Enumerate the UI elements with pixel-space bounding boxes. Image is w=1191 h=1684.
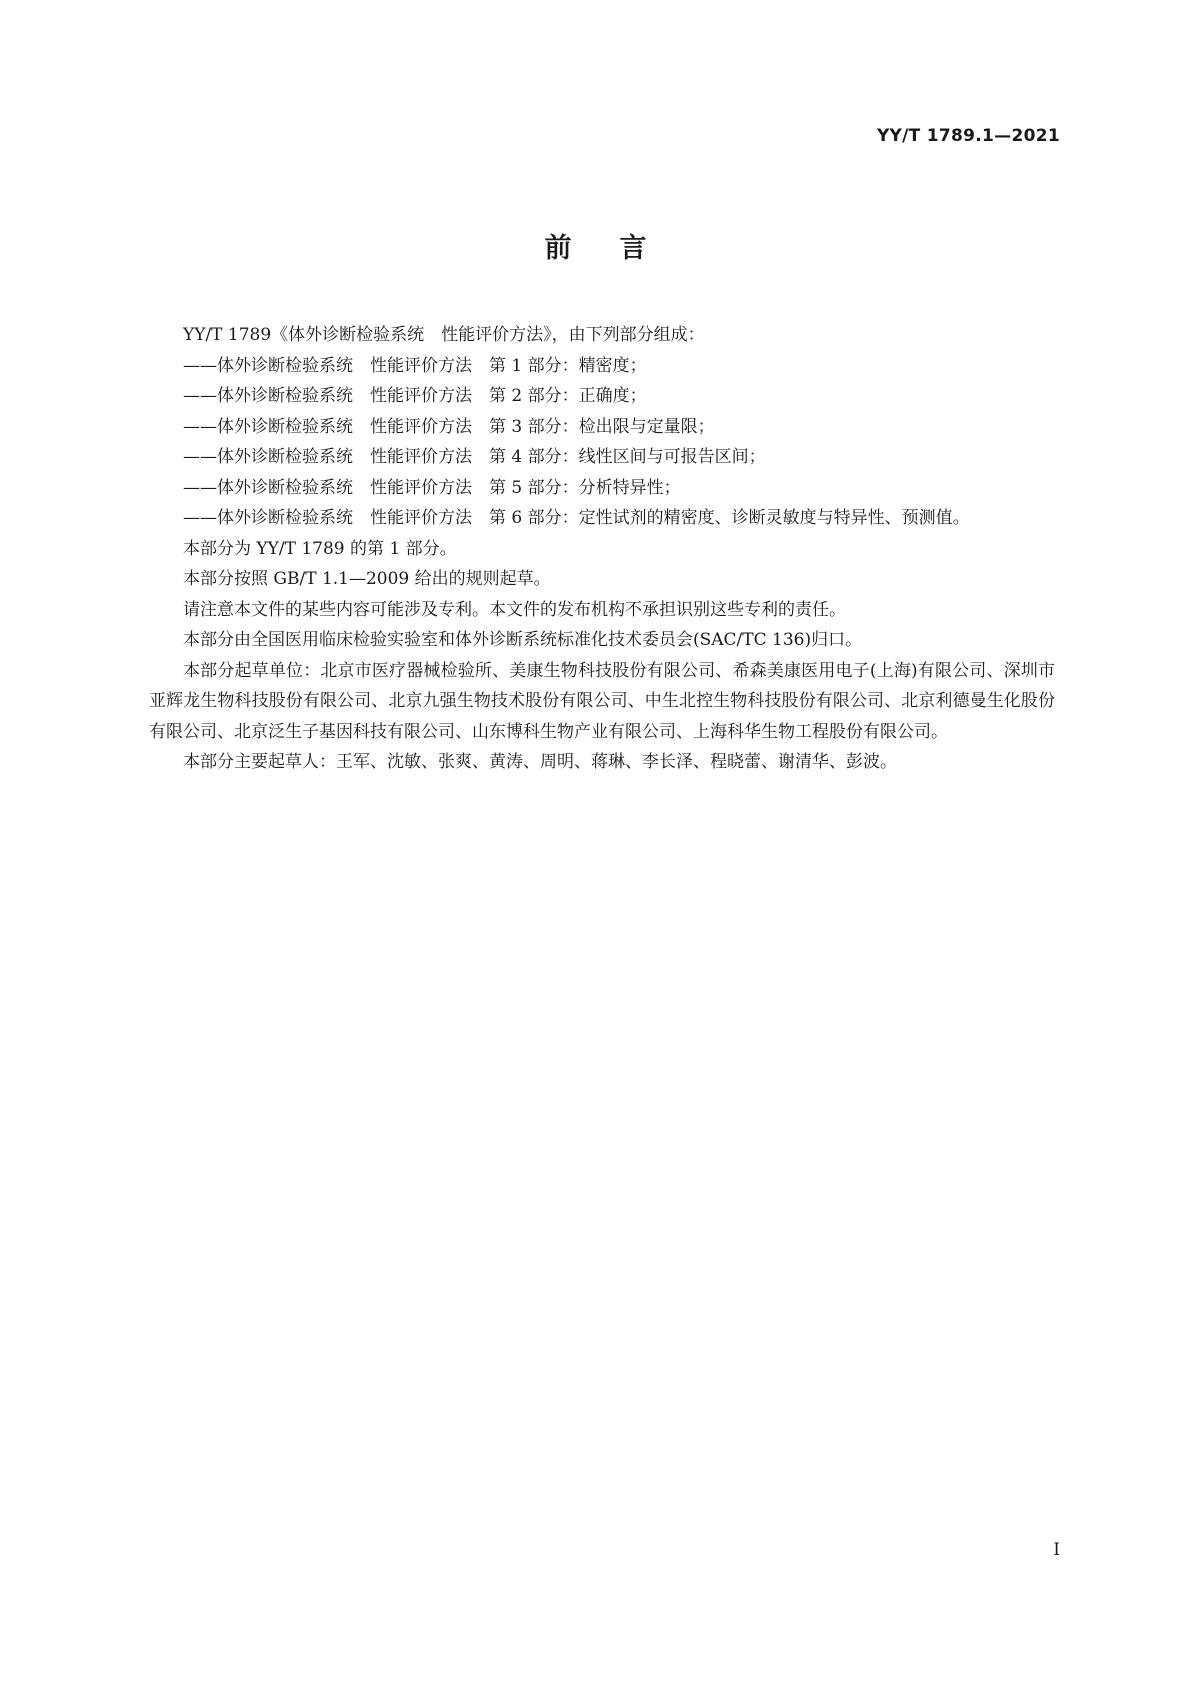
dash-marker: —— [183,386,217,406]
drafting-units-paragraph: 本部分起草单位：北京市医疗器械检验所、美康生物科技股份有限公司、希森美康医用电子(上海)有限公司、深圳市亚辉龙生物科技股份有限公司、北京九强生物技术股份有限公司、中生北控生物科技股份有限公司、北京利德曼生化股份有限公司、北京泛生子基因科技有限公司、山东博科生物产业有限公司、上海科华生物工程股份有限公司。 [149,660,1055,742]
list-item-text: 体外诊断检验系统 性能评价方法 第 6 部分：定性试剂的精密度、诊断灵敏度与特异性、预测值。 [217,508,970,528]
list-item-text: 体外诊断检验系统 性能评价方法 第 1 部分：精密度； [217,355,647,376]
foreword-body [149,320,1055,778]
dash-marker: —— [183,447,217,467]
list-item-text: 体外诊断检验系统 性能评价方法 第 3 部分：检出限与定量限； [217,416,715,437]
list-item [183,442,1055,473]
patent-notice-paragraph: 请注意本文件的某些内容可能涉及专利。本文件的发布机构不承担识别这些专利的责任。 [183,599,846,620]
list-item [183,503,1055,534]
list-item [183,381,1055,412]
committee-paragraph: 本部分由全国医用临床检验实验室和体外诊断系统标准化技术委员会(SAC/TC 136)归口。 [183,630,863,650]
list-item [183,473,1055,504]
list-item-text: 体外诊断检验系统 性能评价方法 第 5 部分：分析特异性； [217,477,681,498]
list-item-text: 体外诊断检验系统 性能评价方法 第 2 部分：正确度； [217,386,647,406]
dash-marker: —— [183,508,217,528]
list-item-text: 体外诊断检验系统 性能评价方法 第 4 部分：线性区间与可报告区间； [217,447,766,467]
standard-code: YY/T 1789.1—2021 [876,126,1060,146]
part-statement-paragraph: 本部分为 YY/T 1789 的第 1 部分。 [183,538,457,559]
page-number: I [1053,1540,1060,1560]
intro-paragraph: YY/T 1789《体外诊断检验系统 性能评价方法》，由下列部分组成： [183,325,705,345]
list-item [183,412,1055,443]
drafting-rules-paragraph: 本部分按照 GB/T 1.1—2009 给出的规则起草。 [183,569,551,589]
drafters-paragraph: 本部分主要起草人：王军、沈敏、张爽、黄涛、周明、蒋琳、李长泽、程晓蕾、谢清华、彭波。 [183,752,897,772]
list-item [183,351,1055,382]
dash-marker: —— [183,477,217,498]
dash-marker: —— [183,355,217,376]
page-title: 前言 [544,233,695,264]
dash-marker: —— [183,416,217,437]
